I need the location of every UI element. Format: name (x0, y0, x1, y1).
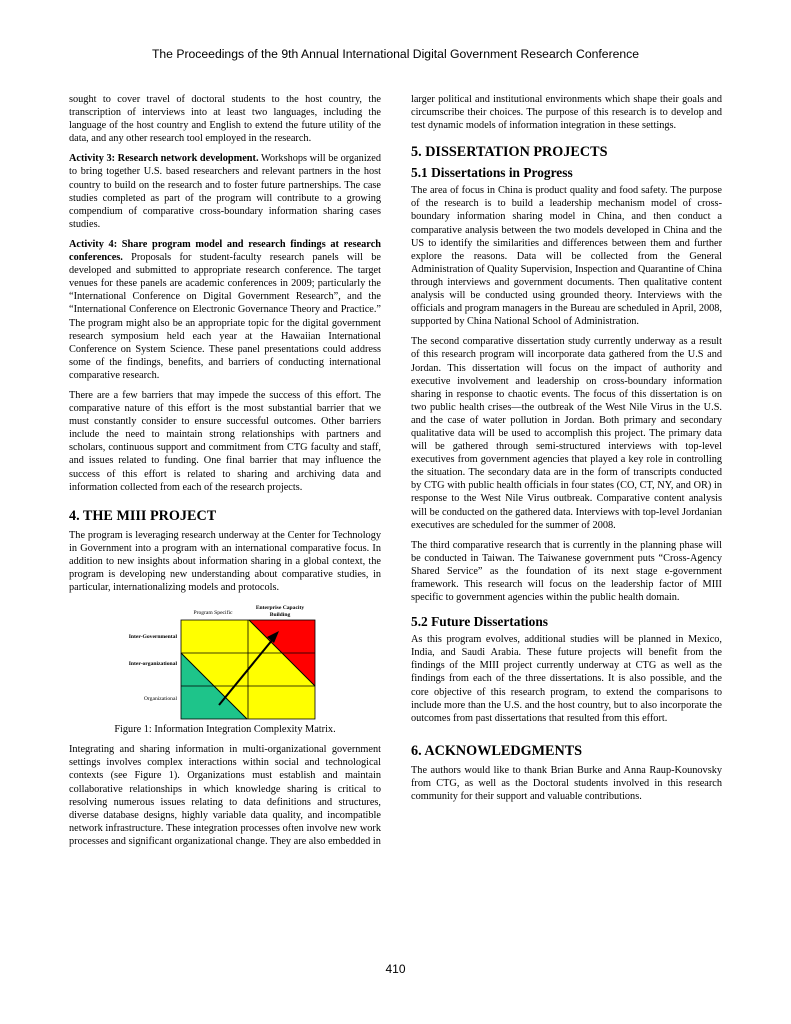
paragraph: The area of focus in China is product quality and food safety. The purpose of the research is to build a leadership mechanism model of cross-boundary information sharing model in China, and then conduct a comparative analysis between the two models developed in China and the US to identify the similarities and differences between them and further explore the reasons. Data will be collected from the General Administration of Quality Supervision, Inspection and Quarantine of China through interviews and government documents. Then qualitative content analysis will be conducted using grounded theory. Interviews with the officials and program managers in the Bureau are scheduled in April, 2008, supported by China National School of Administration. (411, 185, 722, 328)
activity-3-text: Workshops will be organized to bring together U.S. based researchers and relevant partners in the host country to build on the research and to foster future partnerships. The case studies completed as part of the program will contribute to a growing compendium of comparative cross-boundary information sharing cases studies. (69, 153, 381, 230)
row-label-organizational: Organizational (143, 696, 177, 703)
row-label-inter-governmental: Inter-Governmental (128, 634, 177, 641)
right-column (411, 93, 722, 810)
activity-4-text: Proposals for student-faculty research panels will be developed and submitted to appropriate research conference. The target venues for these panels are academic conferences in 2009; particularly the “International Conference on Digital Government Research”, and the “International Conference on Electronic Governance Theory and Practice.” The program might also be an appropriate topic for the digital government research symposium held each year at the Hawaiian International Conference on System Science. These panel presentations could address some of the findings, benefits, and barriers of conducting international comparative research. (69, 252, 381, 381)
left-column (69, 93, 381, 855)
col-label-building: Building (269, 612, 291, 619)
activity-3-paragraph (69, 152, 381, 231)
activity-4-paragraph (69, 238, 381, 382)
page-number: 410 (385, 962, 406, 976)
paragraph: The third comparative research that is currently in the planning phase will be conducted in Taiwan. The Taiwanese government puts “Cross-Agency Shared Service” as the foundation of its next stage e-government framework. This research will focus on the leadership factor of MIII specific to government agencies within the public health domain. (411, 539, 722, 604)
caption-text: Information Integration Complexity Matrix. (151, 724, 336, 736)
section-4-heading: 4. THE MIII PROJECT (69, 507, 217, 524)
paragraph: The second comparative dissertation study currently underway as a result of this research program will incorporate data gathered from the U.S and Jordan. This dissertation will focus on the impact of authority and executive involvement and leadership on cross-boundary information sharing in response to chaotic events. The focus of this dissertation is on two public health crises—the outbreak of the West Nile Virus in the U.S. and the case of water pollution in Jordan. Both primary and secondary qualitative data will be used to accomplish this project. The primary data will be gathered through semi-structured interviews with top-level executives from government agencies that played a key role in controlling the situation. The secondary data are in the form of transcripts conducted by CTG with public health officials in four states (CO, CT, NY, and OR) in response to the West Nile Virus outbreak. Comparative content analysis will be conducted on the gathered data. Interviews with top-level Jordanian executives are scheduled for the summer of 2008. (411, 336, 722, 531)
col-label-enterprise: Enterprise Capacity (255, 605, 305, 612)
figure-caption (69, 723, 381, 736)
activity-3-title: Activity 3: Research network development. (69, 153, 259, 165)
paragraph: The authors would like to thank Brian Burke and Anna Raup-Kounovsky from CTG, as well as the Doctoral students involved in this research community for their support and valuable contributions. (411, 764, 722, 803)
paragraph: Integrating and sharing information in multi-organizational government settings involves complex interactions within social and technological contexts (see Figure 1). Organizations must establish and maintain collaborative relationships in which knowledge sharing is critical to resolving numerous issues relating to data definitions and structures, diverse database designs, highly variable data quality, and incompatible network infrastructure. These integration processes often involve new work processes and significant organizational change. They are also embedded in (69, 744, 381, 847)
paragraph: There are a few barriers that may impede the success of this effort. The comparative nature of this effort is the most substantial barrier that we must constantly consider to ensure successful outcomes. Other barriers include the need to maintain strong relationships with partners and scholars, continuous support and commitment from CTG faculty and staff, and issues related to funding. One final barrier that may influence the success of this effort is related to sharing and archiving data and information collected from each of the research projects. (69, 389, 381, 493)
paragraph: sought to cover travel of doctoral students to the host country, the transcription of interviews into at least two languages, including the language of the host country and English to extend the future utility of the data, and any other research tool employed in the research. (69, 94, 381, 145)
section-6-heading: 6. ACKNOWLEDGMENTS (411, 742, 583, 759)
caption-label: Figure 1: (114, 724, 152, 736)
complexity-matrix-figure (69, 601, 381, 721)
running-header: The Proceedings of the 9th Annual International Digital Government Research Conference (151, 47, 640, 61)
section-5-heading: 5. DISSERTATION PROJECTS (411, 144, 608, 161)
complexity-matrix (69, 601, 381, 721)
paragraph: As this program evolves, additional studies will be planned in Mexico, India, and Saudi Arabia. These future projects will benefit from the findings of the MIII project currently underway at CTG as well as the findings from each of the three dissertations. It is also possible, and the core objective of this research program, to extend the comparisons to include more than the U.S. and the host country, but to also incorporate the outcomes from past dissertations that resulted from this effort. (411, 634, 722, 724)
paragraph: The program is leveraging research underway at the Center for Technology in Government into a program with an international comparative focus. In addition to new insights about information sharing in a global context, the program is developing new understanding about comparative studies, in particular, internationalizing models and protocols. (69, 529, 381, 594)
activity-4-title: Activity 4: Share program model and research findings at research conferences. (69, 238, 381, 264)
section-5-2-heading: 5.2 Future Dissertations (411, 614, 548, 630)
paragraph: larger political and institutional environments which shape their goals and circumscribe their choices. The purpose of this research is to develop and test dynamic models of information integration in these settings. (411, 94, 722, 132)
section-5-1-heading: 5.1 Dissertations in Progress (411, 165, 573, 181)
col-label-program-specific: Program Specific (193, 610, 233, 617)
row-label-inter-organizational: Inter-organizational (128, 661, 177, 668)
